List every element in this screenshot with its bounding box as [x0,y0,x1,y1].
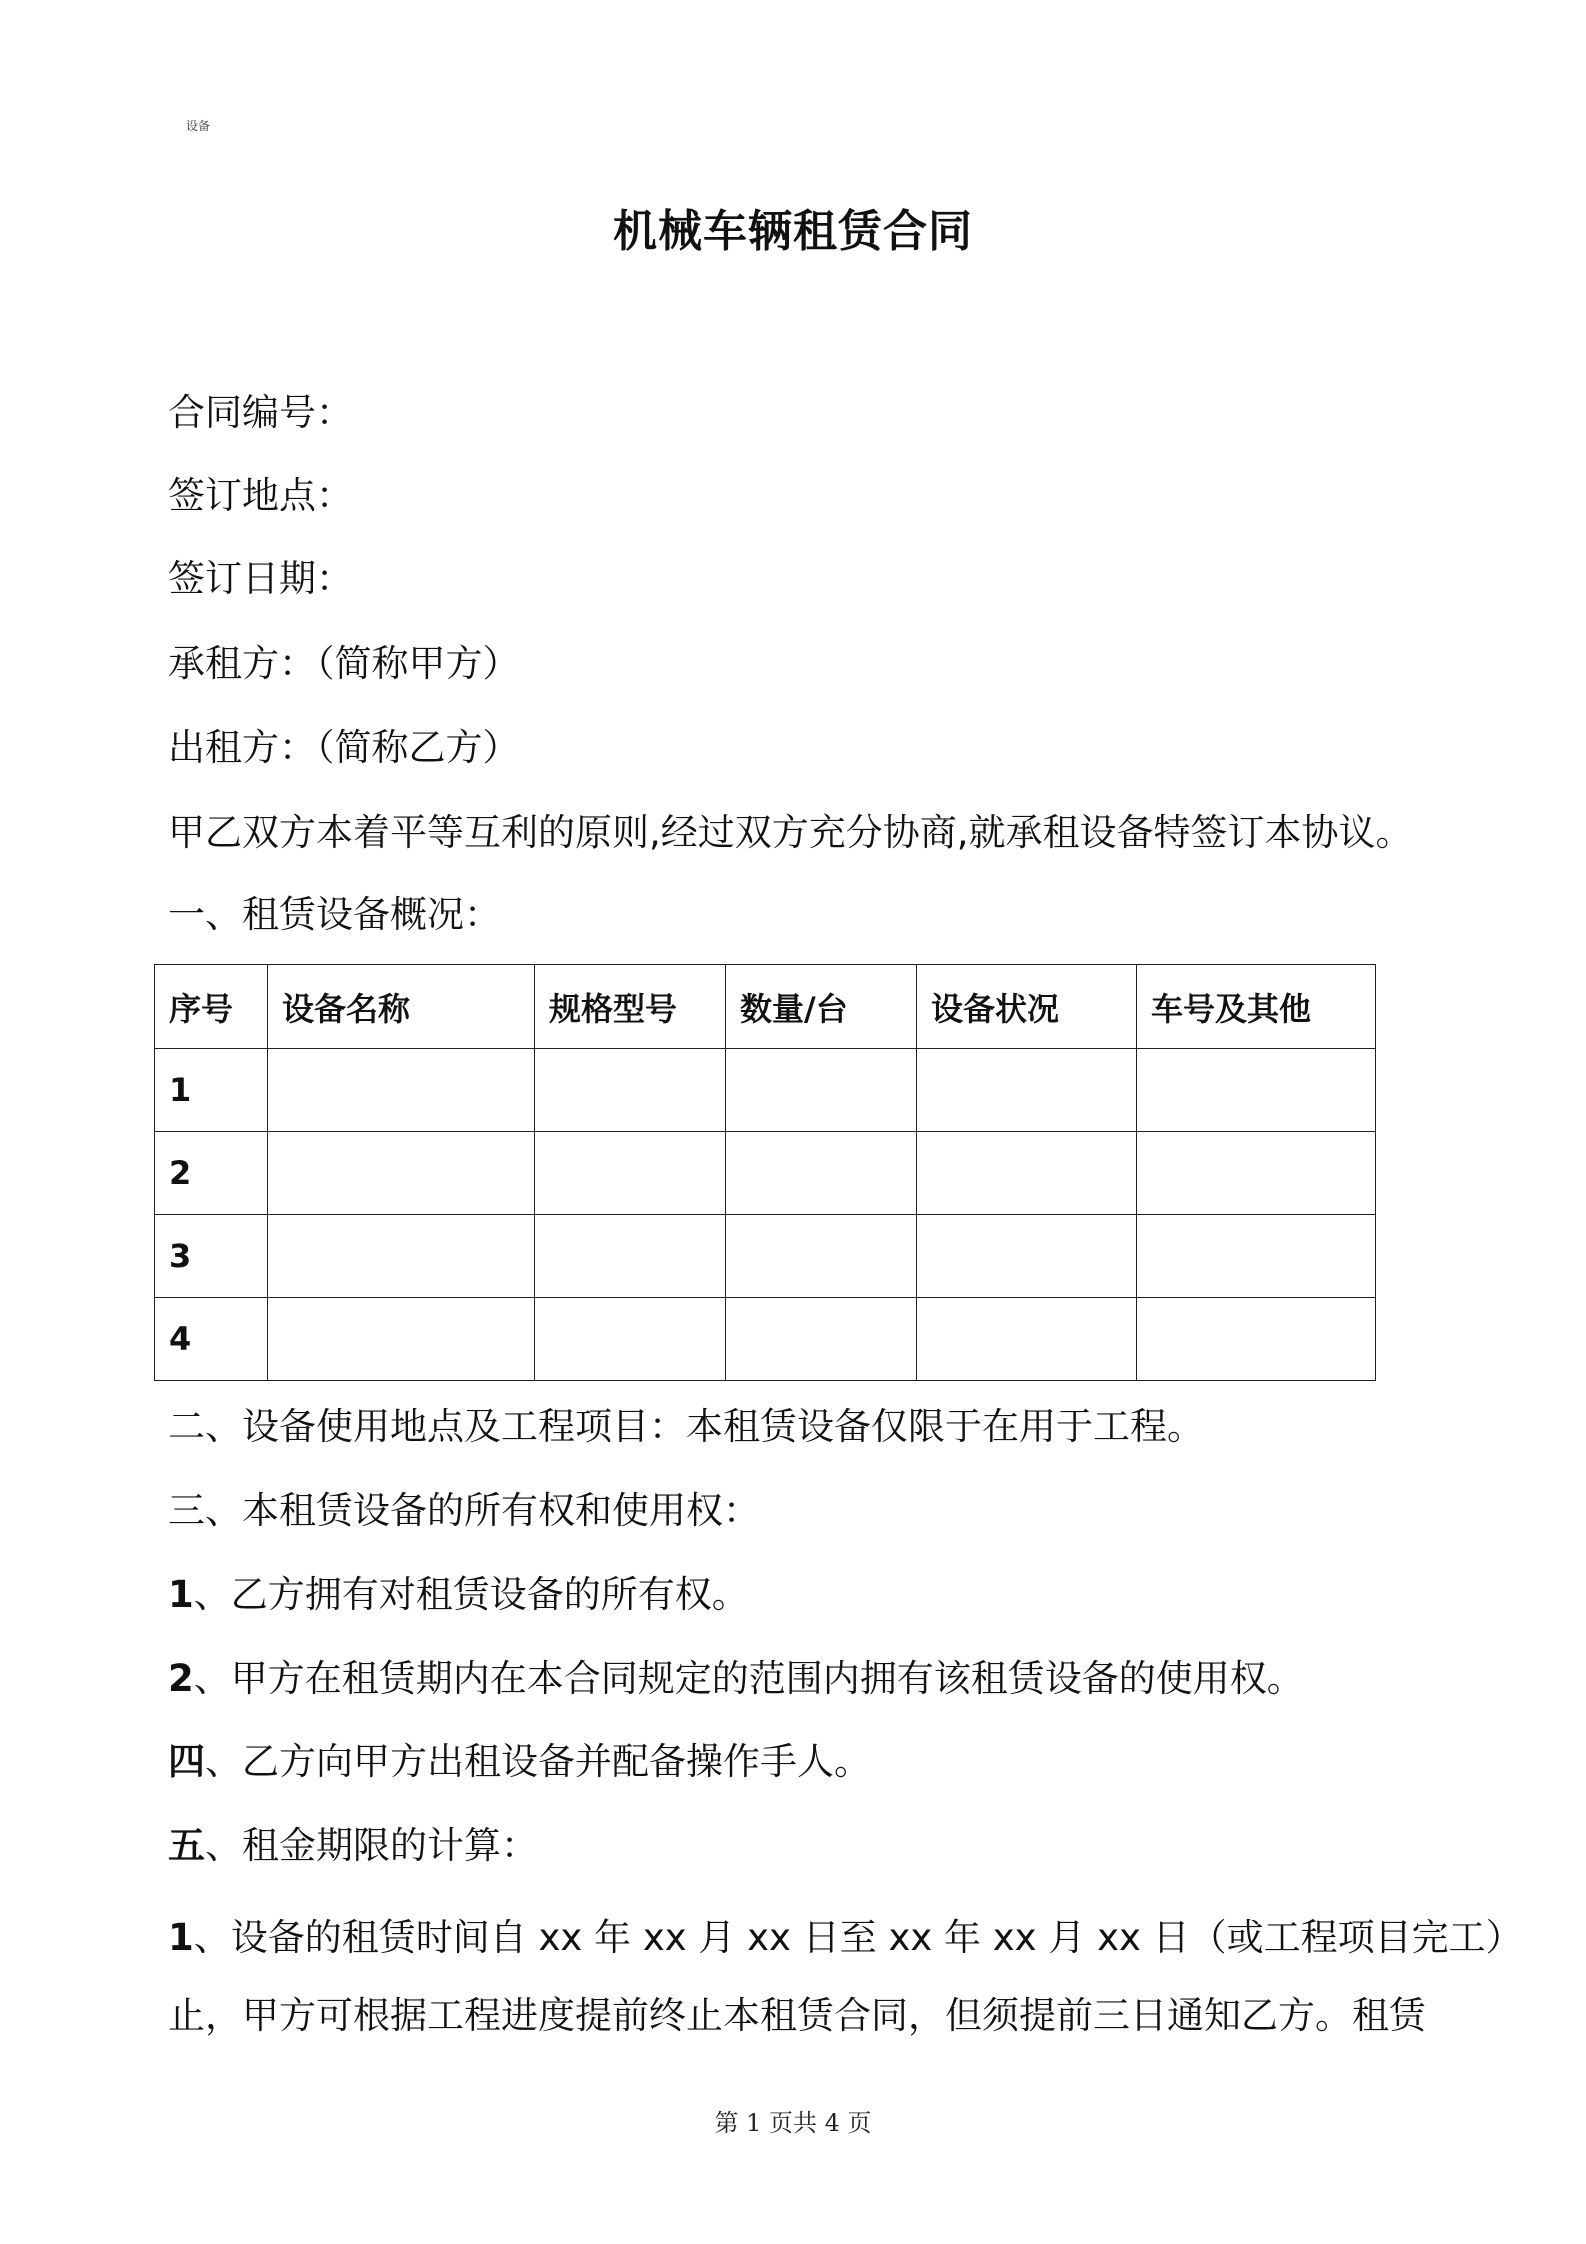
sign-date-field: 签订日期： [168,557,353,600]
section-4-paragraph [168,1738,871,1786]
table-cell [917,1049,1137,1132]
clause-text: 、甲方在租赁期内在本合同规定的范围内拥有该租赁设备的使用权。 [193,1657,1304,1700]
lessor-field: 出租方：（简称乙方） [168,726,520,769]
header-cell-quantity: 数量/台 [726,965,917,1049]
clause-text: 、乙方拥有对租赁设备的所有权。 [193,1573,749,1616]
section-text: 、乙方向甲方出租设备并配备操作手人。 [205,1740,871,1783]
clause-number: 1 [168,1916,194,1959]
table-row [155,1215,1376,1298]
preamble-paragraph: 甲乙双方本着平等互利的原则,经过双方充分协商,就承租设备特签订本协议。 [168,811,1413,854]
section-text: 、租金期限的计算： [205,1824,538,1867]
equipment-table [154,964,1376,1381]
header-mark: 设备 [186,119,211,133]
page-footer: 第 1 页共 4 页 [714,2109,872,2137]
header-cell-equipment-name: 设备名称 [268,965,535,1049]
clause-number: 1 [168,1573,194,1616]
clause-5-1-continuation: 止，甲方可根据工程进度提前终止本租赁合同，但须提前三日通知乙方。租赁 [168,1994,1426,2037]
table-cell: 3 [155,1215,268,1298]
table-row [155,1132,1376,1215]
table-cell [268,1132,535,1215]
table-cell [268,1215,535,1298]
section-5-heading [168,1822,538,1870]
table-row [155,1049,1376,1132]
section-1-heading: 一、租赁设备概况： [168,893,501,936]
lessee-field: 承租方：（简称甲方） [168,642,520,685]
table-cell [917,1298,1137,1381]
section-number: 四 [168,1740,205,1783]
table-row [155,1298,1376,1381]
section-2-paragraph: 二、设备使用地点及工程项目：本租赁设备仅限于在用于工程。 [168,1405,1204,1448]
table-cell [268,1049,535,1132]
table-cell: 4 [155,1298,268,1381]
table-cell: 1 [155,1049,268,1132]
table-cell [1137,1298,1376,1381]
table-cell [535,1215,726,1298]
table-cell [1137,1132,1376,1215]
clause-text: 、设备的租赁时间自 xx 年 xx 月 xx 日至 xx 年 xx 月 xx 日（或工程项目完工） [193,1916,1523,1959]
table-cell [726,1132,917,1215]
section-number: 五 [168,1824,205,1867]
clause-number: 2 [168,1657,194,1700]
clause-3-1 [168,1571,749,1619]
section-3-heading: 三、本租赁设备的所有权和使用权： [168,1489,760,1532]
header-cell-index: 序号 [155,965,268,1049]
table-cell [535,1298,726,1381]
table-cell [268,1298,535,1381]
table-cell [535,1132,726,1215]
clause-3-2 [168,1655,1304,1703]
header-cell-model: 规格型号 [535,965,726,1049]
table-cell: 2 [155,1132,268,1215]
table-cell [917,1132,1137,1215]
header-cell-condition: 设备状况 [917,965,1137,1049]
header-cell-plate-other: 车号及其他 [1137,965,1376,1049]
table-cell [726,1298,917,1381]
sign-place-field: 签订地点： [168,474,353,517]
table-cell [726,1049,917,1132]
document-title: 机械车辆租赁合同 [613,206,973,257]
table-cell [726,1215,917,1298]
clause-5-1 [168,1914,1523,1962]
table-cell [917,1215,1137,1298]
table-header-row [155,965,1376,1049]
table-cell [1137,1215,1376,1298]
table-cell [1137,1049,1376,1132]
contract-number-field: 合同编号： [168,391,353,434]
table-cell [535,1049,726,1132]
